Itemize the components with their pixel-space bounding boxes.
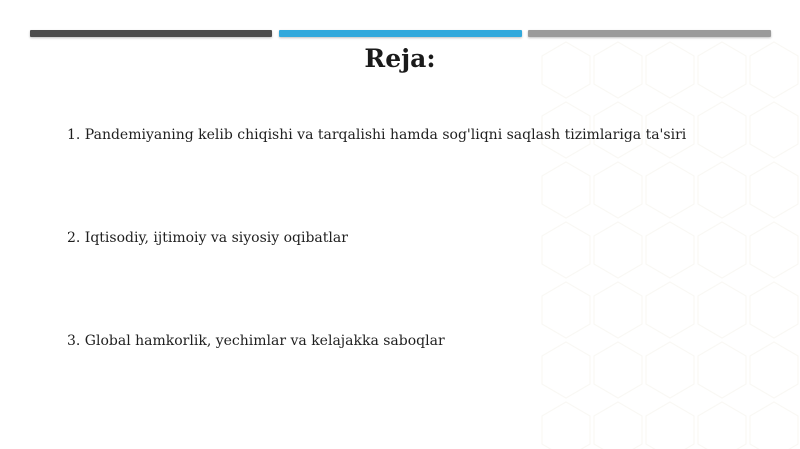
- plan-item-1: 1. Pandemiyaning kelib chiqishi va tarqalishi hamda sog'liqni saqlash tizimlariga ta'siri: [67, 127, 687, 143]
- slide-title: Reja:: [364, 44, 436, 73]
- header-bar-blue: [279, 30, 522, 37]
- header-bar-gray: [528, 30, 771, 37]
- plan-item-3: 3. Global hamkorlik, yechimlar va kelajakka saboqlar: [67, 333, 445, 349]
- plan-item-2: 2. Iqtisodiy, ijtimoiy va siyosiy oqibatlar: [67, 230, 348, 246]
- header-bar-dark: [30, 30, 272, 37]
- hexagon-pattern-background: [540, 40, 800, 449]
